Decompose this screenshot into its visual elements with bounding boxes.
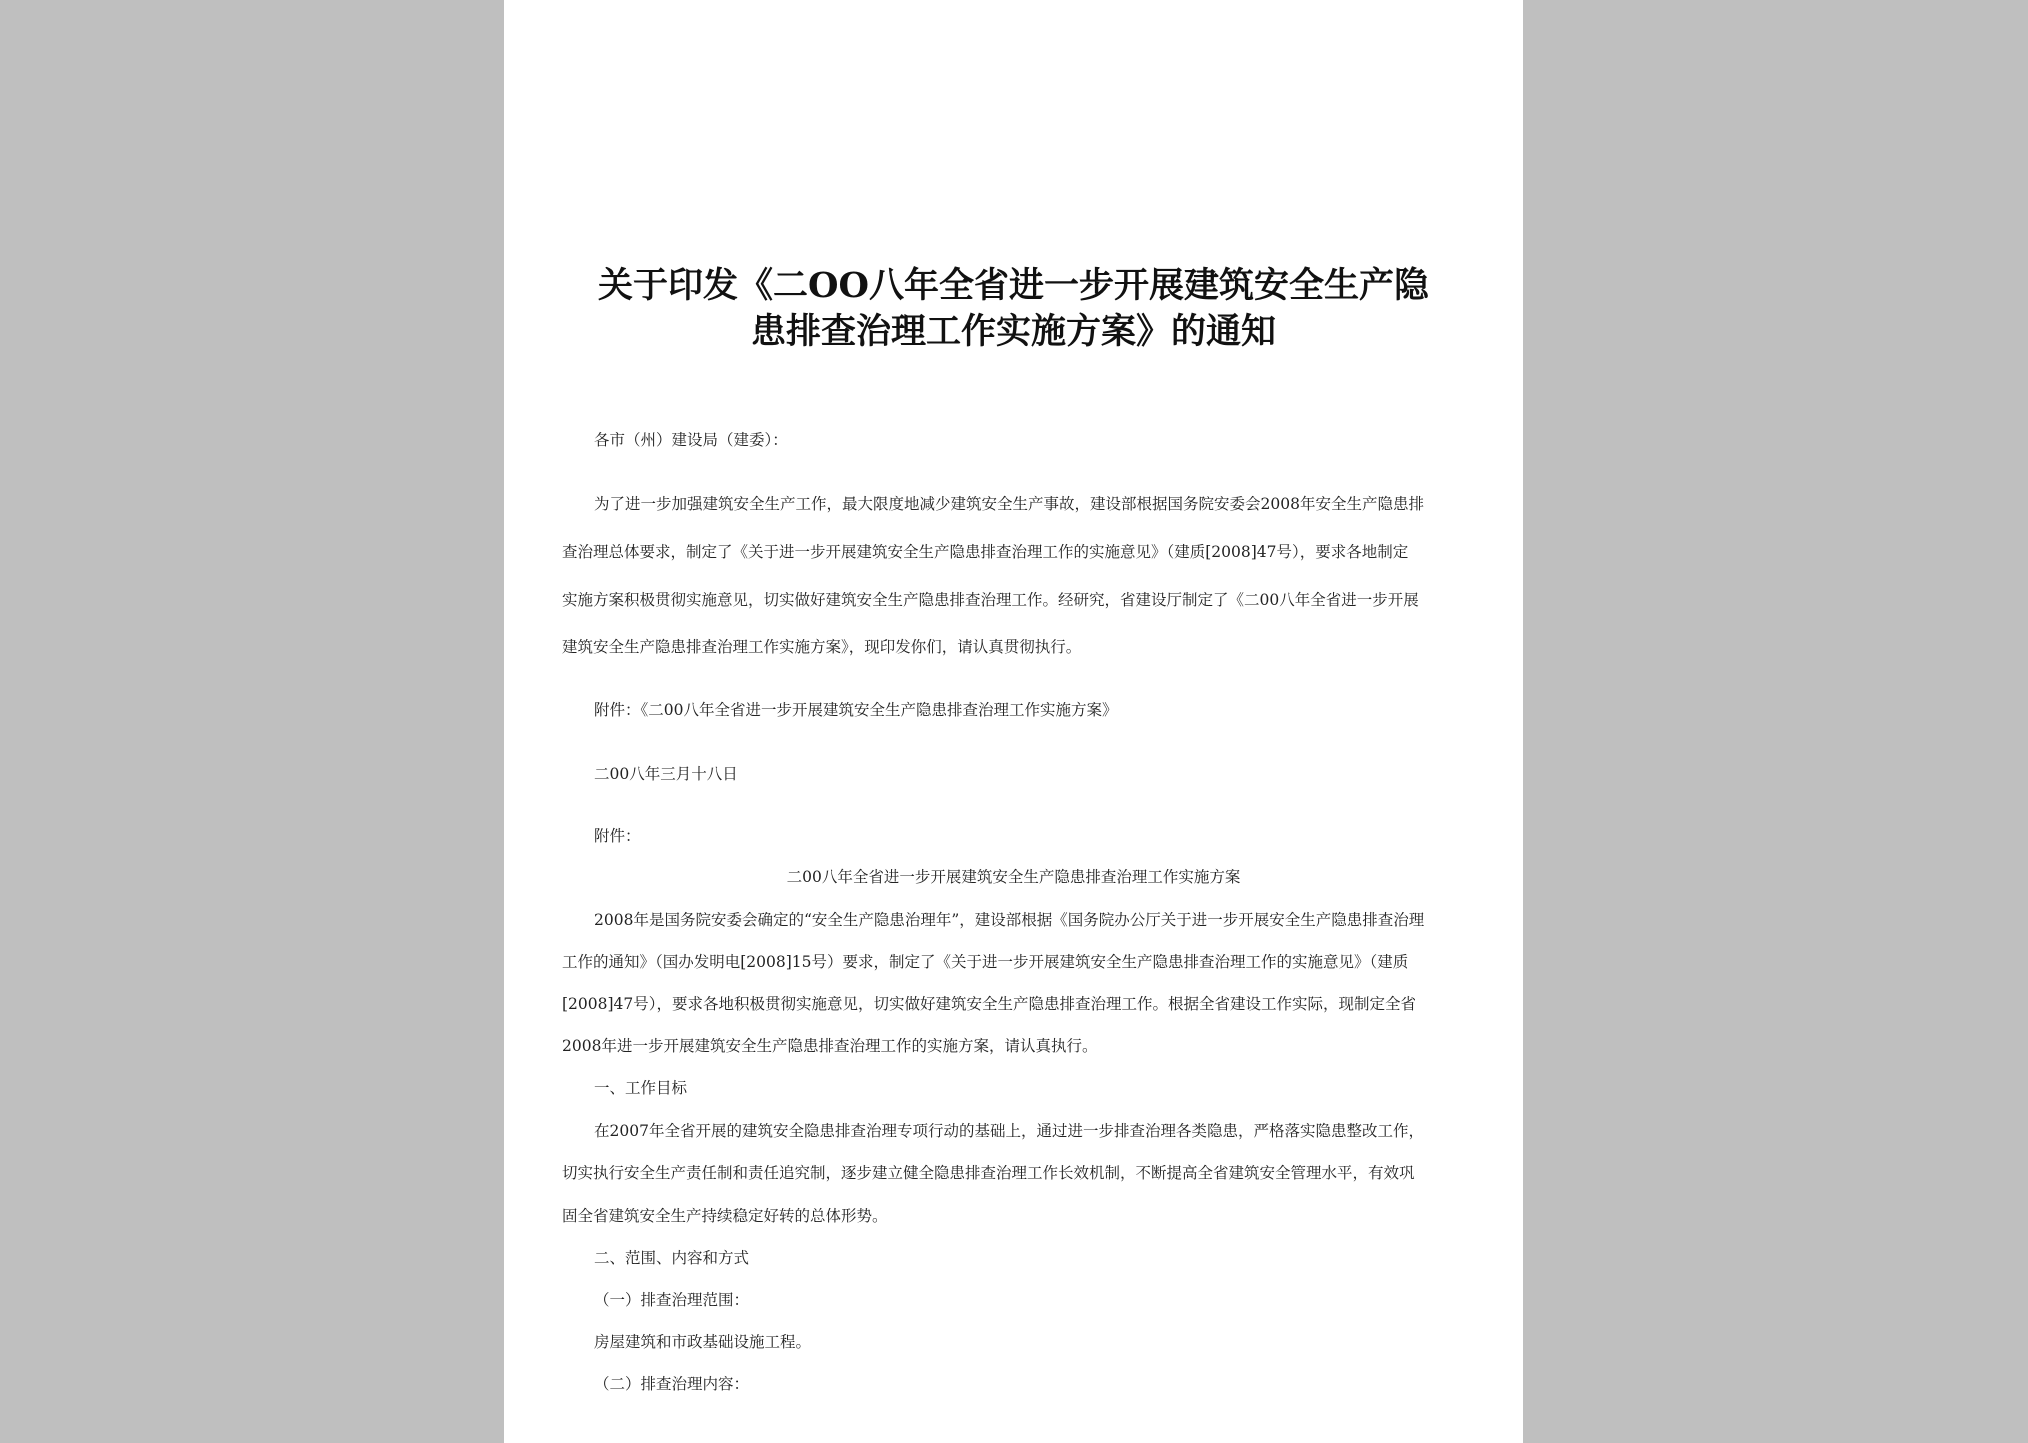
document-title-line-1: 关于印发《二OO八年全省进一步开展建筑安全生产隐 — [598, 265, 1429, 306]
plan-intro-line: [2008]47号），要求各地积极贯彻实施意见，切实做好建筑安全生产隐患排查治理工作。根据全省建设工作实际，现制定全省 — [562, 995, 1417, 1013]
plan-intro-line: 2008年是国务院安委会确定的“安全生产隐患治理年”，建设部根据《国务院办公厅关于进一步开展安全生产隐患排查治理 — [594, 911, 1425, 929]
subsection-heading: （一）排查治理范围： — [594, 1291, 750, 1309]
intro-line: 实施方案积极贯彻实施意见，切实做好建筑安全生产隐患排查治理工作。经研究，省建设厅制定了《二00八年全省进一步开展 — [562, 591, 1419, 609]
section-1-line: 固全省建筑安全生产持续稳定好转的总体形势。 — [562, 1207, 888, 1225]
intro-line: 查治理总体要求，制定了《关于进一步开展建筑安全生产隐患排查治理工作的实施意见》（建质[2008]47号），要求各地制定 — [562, 543, 1409, 561]
document-date: 二00八年三月十八日 — [594, 765, 738, 783]
section-heading: 二、范围、内容和方式 — [594, 1249, 750, 1267]
subsection-text: 房屋建筑和市政基础设施工程。 — [594, 1333, 812, 1351]
plan-title: 二00八年全省进一步开展建筑安全生产隐患排查治理工作实施方案 — [786, 868, 1241, 886]
section-1-line: 在2007年全省开展的建筑安全隐患排查治理专项行动的基础上，通过进一步排查治理各类隐患，严格落实隐患整改工作， — [594, 1122, 1424, 1140]
subsection-heading: （二）排查治理内容： — [594, 1375, 750, 1393]
attachment-label: 附件： — [594, 827, 641, 845]
intro-line: 为了进一步加强建筑安全生产工作，最大限度地减少建筑安全生产事故，建设部根据国务院安委会2008年安全生产隐患排 — [594, 495, 1424, 513]
plan-intro-line: 工作的通知》（国办发明电[2008]15号）要求，制定了《关于进一步开展建筑安全生产隐患排查治理工作的实施意见》（建质 — [562, 953, 1409, 971]
salutation: 各市（州）建设局（建委）： — [594, 431, 788, 449]
attachment-note: 附件：《二00八年全省进一步开展建筑安全生产隐患排查治理工作实施方案》 — [594, 701, 1118, 719]
document-title-line-2: 患排查治理工作实施方案》的通知 — [750, 311, 1276, 352]
document-page — [504, 0, 1523, 1443]
intro-line: 建筑安全生产隐患排查治理工作实施方案》，现印发你们，请认真贯彻执行。 — [562, 638, 1082, 656]
section-1-line: 切实执行安全生产责任制和责任追究制，逐步建立健全隐患排查治理工作长效机制，不断提高全省建筑安全管理水平，有效巩 — [562, 1164, 1415, 1182]
section-heading: 一、工作目标 — [594, 1079, 688, 1097]
plan-intro-line: 2008年进一步开展建筑安全生产隐患排查治理工作的实施方案，请认真执行。 — [562, 1037, 1098, 1055]
